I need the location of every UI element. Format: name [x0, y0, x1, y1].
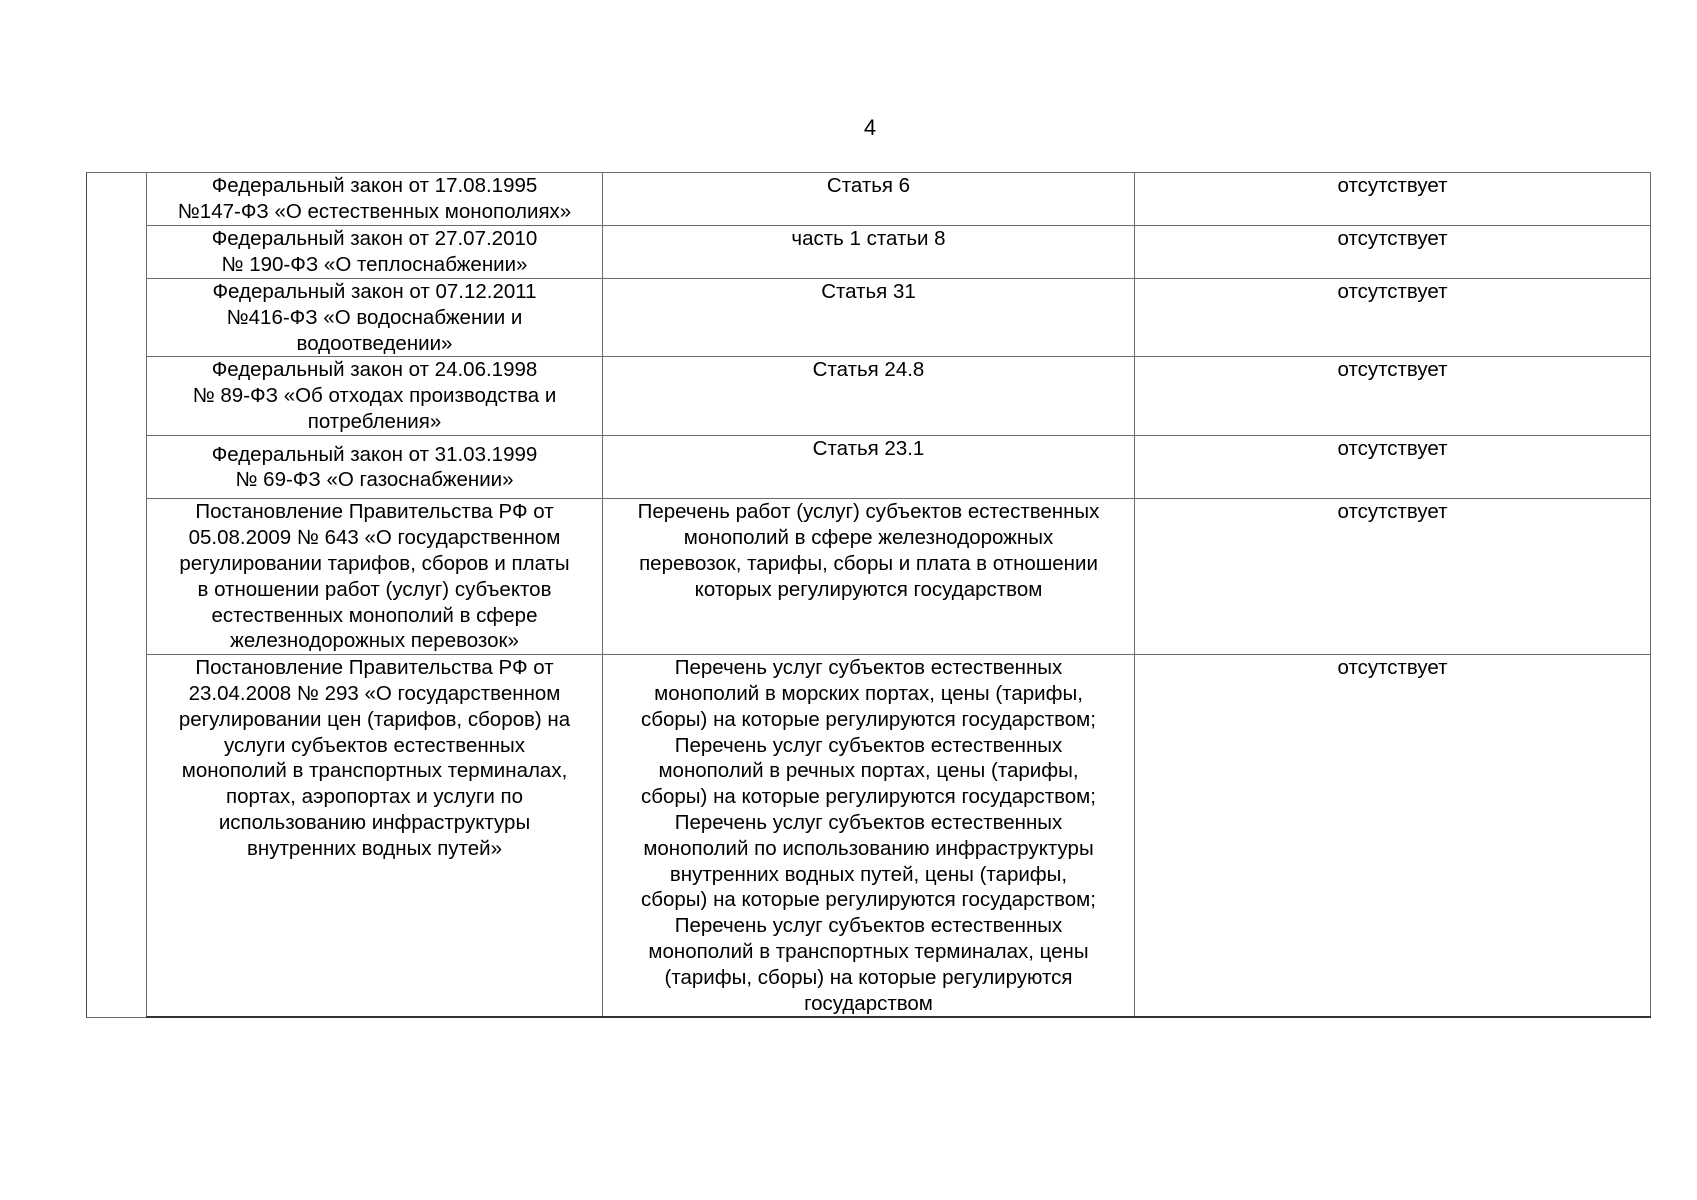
table-row [87, 499, 1651, 655]
table-row [87, 655, 1651, 1018]
status-cell: отсутствует [1135, 279, 1651, 357]
act-cell: Федеральный закон от 07.12.2011 №416-ФЗ «О водоснабжении и водоотведении» [147, 279, 603, 357]
regulation-table [86, 172, 1651, 1018]
number-column-cell [87, 173, 147, 1018]
status-cell: отсутствует [1135, 226, 1651, 279]
status-cell: отсутствует [1135, 357, 1651, 436]
act-cell: Федеральный закон от 27.07.2010 № 190-ФЗ «О теплоснабжении» [147, 226, 603, 279]
status-cell: отсутствует [1135, 499, 1651, 655]
act-cell: Постановление Правительства РФ от 23.04.2008 № 293 «О государственном регулировании цен (тарифов, сборов) на услуги субъектов естественных монополий в транспортных терминалах, портах, аэропортах и услуги по использованию инфраструктуры внутренних водных путей» [147, 655, 603, 1018]
table-row [87, 226, 1651, 279]
act-cell: Федеральный закон от 31.03.1999 № 69-ФЗ «О газоснабжении» [147, 436, 603, 499]
table-row [87, 279, 1651, 357]
act-cell: Федеральный закон от 24.06.1998 № 89-ФЗ «Об отходах производства и потребления» [147, 357, 603, 436]
provision-cell: Статья 23.1 [603, 436, 1135, 499]
provision-cell: Статья 6 [603, 173, 1135, 226]
provision-cell: Перечень работ (услуг) субъектов естественных монополий в сфере железнодорожных перевозок, тарифы, сборы и плата в отношении которых регулируются государством [603, 499, 1135, 655]
status-cell: отсутствует [1135, 655, 1651, 1018]
page-number: 4 [863, 115, 877, 140]
table-row [87, 357, 1651, 436]
act-cell: Федеральный закон от 17.08.1995 №147-ФЗ «О естественных монополиях» [147, 173, 603, 226]
table-row [87, 173, 1651, 226]
status-cell: отсутствует [1135, 436, 1651, 499]
table-row [87, 436, 1651, 499]
provision-cell: Перечень услуг субъектов естественных монополий в морских портах, цены (тарифы, сборы) на которые регулируются государством; Перечень услуг субъектов естественных монополий в речных портах, цены (тарифы, сборы) на которые регулируются государством; Перечень услуг субъектов естественных монополий по использованию инфраструктуры внутренних водных путей, цены (тарифы, сборы) на которые регулируются государством; Перечень услуг субъектов естественных монополий в транспортных терминалах, цены (тарифы, сборы) на которые регулируются государством [603, 655, 1135, 1018]
provision-cell: Статья 31 [603, 279, 1135, 357]
provision-cell: Статья 24.8 [603, 357, 1135, 436]
provision-cell: часть 1 статьи 8 [603, 226, 1135, 279]
status-cell: отсутствует [1135, 173, 1651, 226]
act-cell: Постановление Правительства РФ от 05.08.2009 № 643 «О государственном регулировании тарифов, сборов и платы в отношении работ (услуг) субъектов естественных монополий в сфере железнодорожных перевозок» [147, 499, 603, 655]
